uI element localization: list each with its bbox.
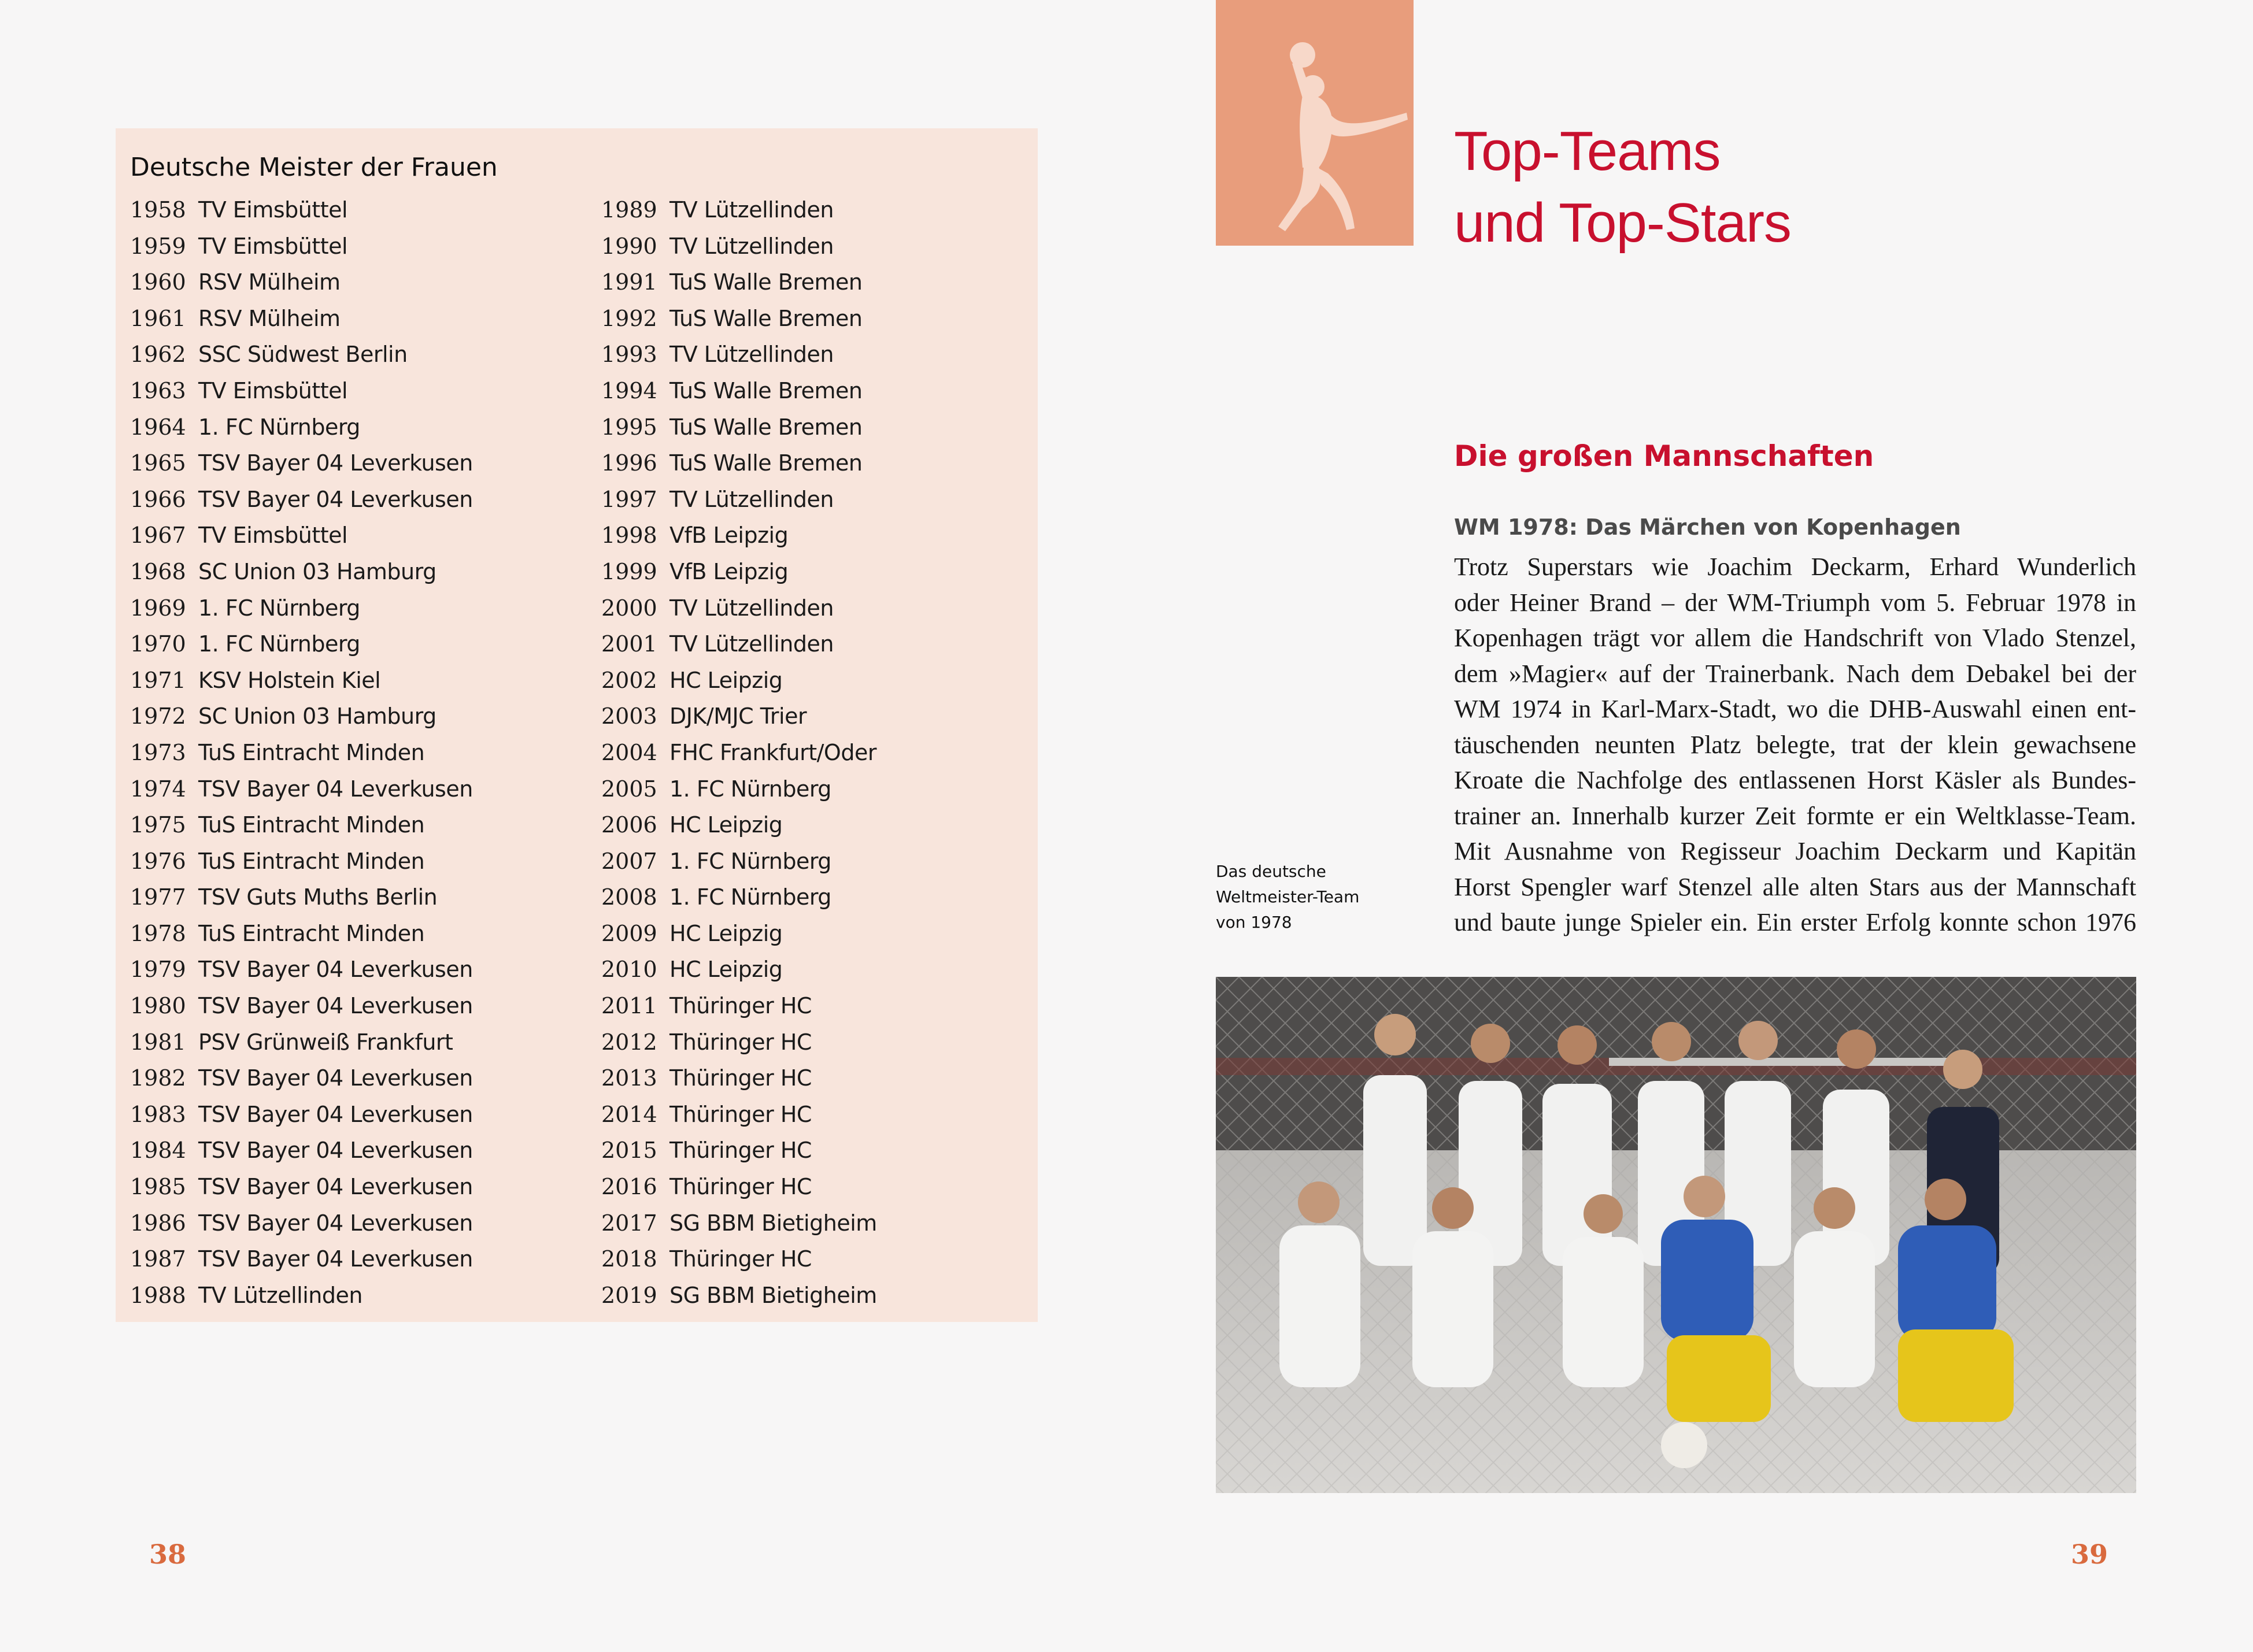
champion-team: 1. FC Nürnberg	[669, 848, 831, 874]
champion-team: Thüringer HC	[669, 1246, 812, 1272]
champion-team: Thüringer HC	[669, 993, 812, 1019]
champion-row	[601, 228, 877, 265]
champion-row	[601, 1277, 877, 1314]
champion-row	[130, 554, 473, 590]
champion-row	[130, 916, 473, 952]
champion-year: 1981	[130, 1029, 186, 1055]
champion-team: SG BBM Bietigheim	[669, 1282, 877, 1308]
champion-year: 1976	[130, 848, 186, 874]
champion-year: 1995	[601, 414, 657, 440]
page-number-right: 39	[2071, 1539, 2108, 1570]
champion-row	[130, 1205, 473, 1242]
champion-team: TSV Guts Muths Berlin	[198, 884, 438, 910]
champion-year: 1965	[130, 450, 186, 476]
body-line: WM 1974 in Karl-Marx-Stadt, wo die DHB-Auswahl einen ent-	[1454, 695, 2136, 723]
champion-year: 2004	[601, 739, 657, 765]
champion-team: RSV Mülheim	[198, 305, 341, 331]
champion-team: 1. FC Nürnberg	[669, 884, 831, 910]
champion-row	[130, 517, 473, 554]
champion-team: 1. FC Nürnberg	[198, 414, 360, 440]
caption-line-1: Das deutsche	[1216, 862, 1326, 881]
champion-row	[601, 988, 877, 1024]
champion-row	[130, 1277, 473, 1314]
champion-row	[601, 735, 877, 771]
champion-team: TuS Eintracht Minden	[198, 848, 425, 874]
champion-year: 1966	[130, 486, 186, 512]
champions-column-2	[601, 192, 877, 1313]
champion-team: TuS Walle Bremen	[669, 377, 863, 403]
champion-row	[130, 1169, 473, 1205]
champion-year: 1963	[130, 377, 186, 403]
champion-team: RSV Mülheim	[198, 269, 341, 295]
champion-row	[601, 698, 877, 735]
champion-team: TuS Walle Bremen	[669, 269, 863, 295]
champion-year: 2008	[601, 884, 657, 910]
champion-row	[601, 1205, 877, 1242]
champion-team: TSV Bayer 04 Leverkusen	[198, 1065, 473, 1091]
champion-row	[601, 879, 877, 916]
team-photo	[1216, 977, 2136, 1493]
champion-row	[601, 1169, 877, 1205]
champion-year: 1978	[130, 920, 186, 946]
champion-year: 1982	[130, 1065, 186, 1091]
champion-team: SC Union 03 Hamburg	[198, 558, 436, 584]
champion-team: TSV Bayer 04 Leverkusen	[198, 993, 473, 1019]
champion-year: 1987	[130, 1246, 186, 1272]
champion-row	[601, 951, 877, 988]
champion-year: 1958	[130, 197, 186, 223]
champion-row	[130, 807, 473, 843]
body-line: oder Heiner Brand – der WM-Triumph vom 5. Februar 1978 in	[1454, 588, 2136, 617]
champion-team: HC Leipzig	[669, 957, 783, 983]
champion-team: TV Lützellinden	[198, 1282, 362, 1308]
champion-year: 2012	[601, 1029, 657, 1055]
body-line: Mit Ausnahme von Regisseur Joachim Deckarm und Kapitän	[1454, 837, 2136, 865]
champion-row	[601, 1024, 877, 1061]
handball-player-icon	[1216, 0, 1414, 246]
champion-team: HC Leipzig	[669, 920, 783, 946]
champion-year: 2000	[601, 595, 657, 621]
champion-year: 1992	[601, 305, 657, 331]
champion-row	[130, 228, 473, 265]
champion-team: Thüringer HC	[669, 1029, 812, 1055]
champion-year: 1997	[601, 486, 657, 512]
champion-row	[130, 481, 473, 518]
champion-row	[601, 843, 877, 880]
champion-year: 2019	[601, 1282, 657, 1308]
champion-row	[130, 192, 473, 228]
champion-team: TV Lützellinden	[669, 486, 834, 512]
champion-team: VfB Leipzig	[669, 523, 789, 549]
champion-row	[601, 1241, 877, 1277]
champion-year: 1980	[130, 993, 186, 1019]
body-line: trainer an. Innerhalb kurzer Zeit formte er ein Weltklasse-Team.	[1454, 801, 2136, 830]
caption-line-2: Weltmeister-Team	[1216, 887, 1360, 906]
champion-team: TV Eimsbüttel	[198, 197, 348, 223]
champion-year: 2007	[601, 848, 657, 874]
champion-row	[601, 481, 877, 518]
champion-team: SSC Südwest Berlin	[198, 342, 408, 368]
body-line: Kroate die Nachfolge des entlassenen Horst Käsler als Bundes-	[1454, 766, 2136, 794]
champion-row	[130, 1241, 473, 1277]
champion-row	[130, 1060, 473, 1097]
champion-year: 1991	[601, 269, 657, 295]
champion-year: 1970	[130, 631, 186, 657]
champion-year: 2003	[601, 703, 657, 729]
champion-year: 1959	[130, 233, 186, 259]
champion-team: TuS Walle Bremen	[669, 305, 863, 331]
champion-team: PSV Grünweiß Frankfurt	[198, 1029, 453, 1055]
champion-year: 1969	[130, 595, 186, 621]
champion-year: 1994	[601, 377, 657, 403]
champion-team: SC Union 03 Hamburg	[198, 703, 436, 729]
champion-year: 2009	[601, 920, 657, 946]
champion-year: 1985	[130, 1174, 186, 1200]
champion-year: 1971	[130, 667, 186, 693]
champion-team: TV Lützellinden	[669, 233, 834, 259]
champion-team: Thüringer HC	[669, 1138, 812, 1164]
champion-row	[601, 1060, 877, 1097]
champion-row	[601, 807, 877, 843]
champion-team: VfB Leipzig	[669, 558, 789, 584]
champion-team: 1. FC Nürnberg	[198, 595, 360, 621]
champion-row	[130, 336, 473, 373]
champion-row	[601, 1132, 877, 1169]
champion-year: 1968	[130, 558, 186, 584]
section-title: Die großen Mannschaften	[1454, 439, 1874, 473]
champion-row	[601, 409, 877, 446]
champion-row	[130, 590, 473, 627]
champion-year: 2006	[601, 812, 657, 838]
headline	[1454, 116, 2032, 259]
champion-row	[130, 698, 473, 735]
champion-row	[601, 662, 877, 699]
champion-year: 2017	[601, 1210, 657, 1236]
body-line: Horst Spengler warf Stenzel alle alten Stars aus der Mannschaft	[1454, 872, 2136, 901]
champion-row	[130, 1024, 473, 1061]
champion-year: 2013	[601, 1065, 657, 1091]
champion-row	[130, 1132, 473, 1169]
champion-year: 1996	[601, 450, 657, 476]
headline-line-1: Top-Teams	[1454, 120, 1721, 182]
champion-team: TSV Bayer 04 Leverkusen	[198, 450, 473, 476]
body-line: täuschenden neunten Platz belegte, trat der klein gewachsene	[1454, 730, 2136, 759]
champion-year: 1986	[130, 1210, 186, 1236]
champion-team: Thüringer HC	[669, 1065, 812, 1091]
champion-team: Thüringer HC	[669, 1101, 812, 1127]
champion-row	[601, 445, 877, 481]
champion-year: 1964	[130, 414, 186, 440]
champion-team: TSV Bayer 04 Leverkusen	[198, 1210, 473, 1236]
champion-row	[130, 735, 473, 771]
champion-year: 1977	[130, 884, 186, 910]
subhead: WM 1978: Das Märchen von Kopenhagen	[1454, 514, 1961, 540]
champion-row	[601, 626, 877, 662]
body-line: Trotz Superstars wie Joachim Deckarm, Erhard Wunderlich	[1454, 553, 2136, 581]
champion-year: 1990	[601, 233, 657, 259]
champion-team: TV Eimsbüttel	[198, 233, 348, 259]
champion-team: TSV Bayer 04 Leverkusen	[198, 957, 473, 983]
champion-row	[601, 916, 877, 952]
champion-year: 2015	[601, 1138, 657, 1164]
champion-team: 1. FC Nürnberg	[198, 631, 360, 657]
body-text	[1454, 549, 2136, 940]
champion-team: FHC Frankfurt/Oder	[669, 739, 876, 765]
champion-team: SG BBM Bietigheim	[669, 1210, 877, 1236]
champion-row	[130, 662, 473, 699]
champion-year: 1972	[130, 703, 186, 729]
champion-row	[601, 192, 877, 228]
champion-team: Thüringer HC	[669, 1174, 812, 1200]
champion-team: DJK/MJC Trier	[669, 703, 807, 729]
champion-team: TuS Eintracht Minden	[198, 812, 425, 838]
champion-row	[601, 336, 877, 373]
page-number-left: 38	[149, 1539, 187, 1570]
champion-team: TV Eimsbüttel	[198, 523, 348, 549]
champion-year: 2011	[601, 993, 657, 1019]
champion-team: TSV Bayer 04 Leverkusen	[198, 1246, 473, 1272]
champion-team: TSV Bayer 04 Leverkusen	[198, 1101, 473, 1127]
champion-row	[130, 301, 473, 337]
champion-team: TV Lützellinden	[669, 342, 834, 368]
champion-team: TSV Bayer 04 Leverkusen	[198, 1174, 473, 1200]
champion-team: KSV Holstein Kiel	[198, 667, 381, 693]
champion-year: 1967	[130, 523, 186, 549]
body-line: Kopenhagen trägt vor allem die Handschrift von Vlado Stenzel,	[1454, 624, 2136, 652]
champion-row	[130, 264, 473, 301]
champion-year: 1962	[130, 342, 186, 368]
champion-year: 1960	[130, 269, 186, 295]
champion-team: TV Lützellinden	[669, 197, 834, 223]
champion-team: 1. FC Nürnberg	[669, 776, 831, 802]
photo-caption	[1216, 859, 1389, 935]
champions-box	[116, 128, 1038, 1322]
champion-year: 1961	[130, 305, 186, 331]
champion-row	[130, 445, 473, 481]
champion-row	[130, 1097, 473, 1133]
champion-year: 2014	[601, 1101, 657, 1127]
champion-row	[130, 988, 473, 1024]
champion-row	[130, 409, 473, 446]
champion-team: TV Lützellinden	[669, 595, 834, 621]
champion-team: TSV Bayer 04 Leverkusen	[198, 486, 473, 512]
champion-year: 1983	[130, 1101, 186, 1127]
champion-year: 1998	[601, 523, 657, 549]
champion-year: 1974	[130, 776, 186, 802]
headline-line-2: und Top-Stars	[1454, 192, 1791, 254]
champion-row	[130, 771, 473, 808]
champion-year: 1979	[130, 957, 186, 983]
champion-row	[601, 517, 877, 554]
caption-line-3: von 1978	[1216, 913, 1292, 932]
champion-team: TSV Bayer 04 Leverkusen	[198, 1138, 473, 1164]
champion-year: 1984	[130, 1138, 186, 1164]
champion-year: 2016	[601, 1174, 657, 1200]
champion-row	[601, 590, 877, 627]
champion-team: TV Lützellinden	[669, 631, 834, 657]
champion-row	[130, 879, 473, 916]
champion-row	[601, 264, 877, 301]
body-line: und baute junge Spieler ein. Ein erster Erfolg konnte schon 1976	[1454, 908, 2136, 936]
champion-row	[130, 951, 473, 988]
champions-box-title: Deutsche Meister der Frauen	[130, 153, 498, 182]
champion-year: 2010	[601, 957, 657, 983]
champion-team: TuS Walle Bremen	[669, 414, 863, 440]
champion-year: 1993	[601, 342, 657, 368]
champion-year: 2018	[601, 1246, 657, 1272]
champion-team: HC Leipzig	[669, 667, 783, 693]
champion-team: TuS Walle Bremen	[669, 450, 863, 476]
champion-year: 2005	[601, 776, 657, 802]
champion-row	[130, 843, 473, 880]
champion-row	[601, 771, 877, 808]
champion-year: 2001	[601, 631, 657, 657]
champion-row	[601, 301, 877, 337]
champion-row	[601, 373, 877, 409]
champion-row	[130, 626, 473, 662]
champion-team: HC Leipzig	[669, 812, 783, 838]
champion-year: 1975	[130, 812, 186, 838]
champion-year: 1988	[130, 1282, 186, 1308]
champion-row	[601, 1097, 877, 1133]
champion-year: 1989	[601, 197, 657, 223]
body-line: dem »Magier« auf der Trainerbank. Nach dem Debakel bei der	[1454, 659, 2136, 688]
champion-team: TV Eimsbüttel	[198, 377, 348, 403]
champion-year: 2002	[601, 667, 657, 693]
champion-row	[601, 554, 877, 590]
champion-team: TuS Eintracht Minden	[198, 920, 425, 946]
champion-team: TSV Bayer 04 Leverkusen	[198, 776, 473, 802]
champions-column-1	[130, 192, 473, 1313]
champion-row	[130, 373, 473, 409]
champion-team: TuS Eintracht Minden	[198, 739, 425, 765]
champion-year: 1999	[601, 558, 657, 584]
champion-year: 1973	[130, 739, 186, 765]
